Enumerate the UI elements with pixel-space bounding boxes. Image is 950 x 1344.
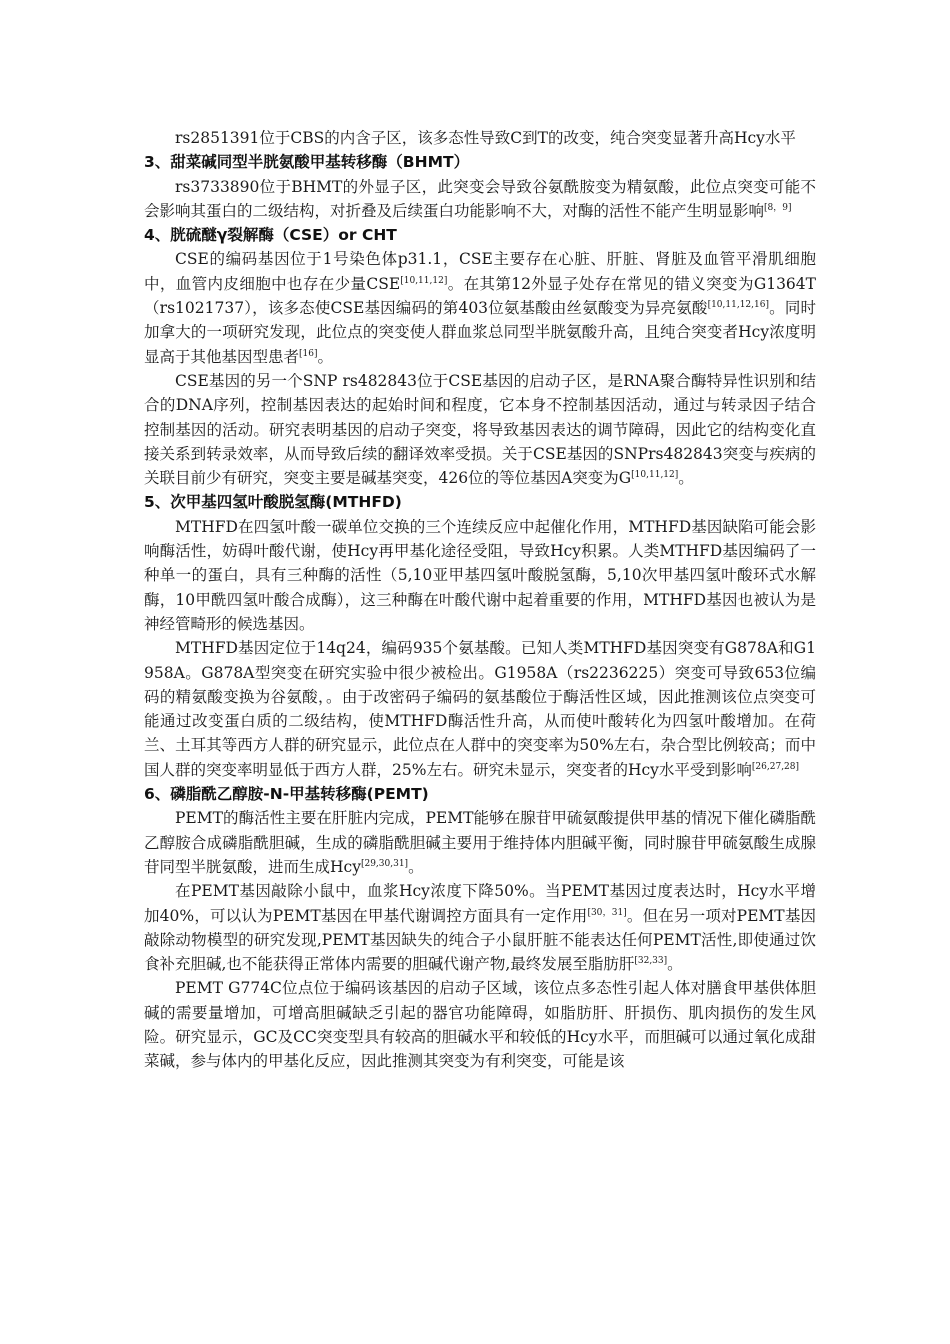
citation: [10,11,12] bbox=[631, 470, 679, 481]
pemt-p1-text: PEMT的酶活性主要在肝脏内完成，PEMT能够在腺苷甲硫氨酸提供甲基的情况下催化磷脂酰乙醇胺合成磷脂酰胆碱，生成的磷脂酰胆碱主要用于维持体内胆碱平衡，同时腺苷甲硫氨酸生成腺苷同型半胱氨酸，进而生成Hcy bbox=[144, 809, 816, 876]
pemt-p2-text-c: 。 bbox=[667, 955, 683, 974]
bhmt-paragraph bbox=[144, 175, 816, 224]
citation: [30，31] bbox=[587, 907, 627, 918]
pemt-paragraph-1 bbox=[144, 806, 816, 879]
citation: [29,30,31] bbox=[360, 858, 409, 869]
section-heading-mthfd: 5、次甲基四氢叶酸脱氢酶(MTHFD) bbox=[144, 493, 402, 512]
citation: [10,11,12] bbox=[400, 275, 448, 286]
citation: [10,11,12,16] bbox=[707, 300, 769, 311]
pemt-paragraph-3: PEMT G774C位点位于编码该基因的启动子区域，该位点多态性引起人体对膳食甲基供体胆碱的需要量增加，可增高胆碱缺乏引起的器官功能障碍，如脂肪肝、肝损伤、肌肉损伤的发生风险。研究显示，GC及CC突变型具有较高的胆碱水平和较低的Hcy水平，而胆碱可以通过氧化成甜菜碱，参与体内的甲基化反应，因此推测其突变为有利突变，可能是该 bbox=[144, 979, 816, 1071]
cbs-paragraph: rs2851391位于CBS的内含子区，该多态性导致C到T的改变，纯合突变显著升高Hcy水平 bbox=[175, 129, 796, 147]
cse-p1-text-c: 。同时加拿大的一项研究发现，此位点的突变使人群血浆总同型半胱氨酸升高，且纯合突变者Hcy浓度明显高于其他基因型患者 bbox=[144, 299, 816, 366]
citation: [32,33] bbox=[634, 956, 668, 967]
section-heading-pemt: 6、磷脂酰乙醇胺-N-甲基转移酶(PEMT) bbox=[144, 785, 429, 804]
document-page bbox=[144, 126, 816, 1074]
cse-p1-text-d: 。 bbox=[317, 347, 334, 366]
pemt-p2-text-b: 。但在另一项对PEMT基因敲除动物模型的研究发现,PEMT基因缺失的纯合子小鼠肝脏不能表达任何PEMT活性,即使通过饮食补充胆碱,也不能获得正常体内需要的胆碱代谢产物,最终发展至脂肪肝 bbox=[144, 906, 816, 974]
pemt-p2-text-a: 在PEMT基因敲除小鼠中，血浆Hcy浓度下降50%。当PEMT基因过度表达时，Hcy水平增加40%，可以认为PEMT基因在甲基代谢调控方面具有一定作用 bbox=[144, 882, 816, 925]
citation: [26,27,28] bbox=[751, 761, 800, 772]
cse-p1-text-b: 。在其第12外显子处存在常见的错义突变为G1364T（rs1021737），该多态使CSE基因编码的第403位氨基酸由丝氨酸变为异亮氨酸 bbox=[144, 274, 816, 318]
pemt-p1-end: 。 bbox=[408, 857, 424, 876]
cse-p1-text-a: CSE的编码基因位于1号染色体p31.1，CSE主要存在心脏、肝脏、肾脏及血管平滑肌细胞中，血管内皮细胞中也存在少量CSE bbox=[144, 250, 816, 293]
section-heading-cse: 4、胱硫醚γ裂解酶（CSE）or CHT bbox=[144, 226, 397, 245]
citation: [16] bbox=[299, 348, 318, 359]
cse-p2-text-b: 。 bbox=[678, 469, 694, 488]
mthfd-p2-text: MTHFD基因定位于14q24，编码935个氨基酸。已知人类MTHFD基因突变有G878A和G1958A。G878A型突变在研究实验中很少被检出。G1958A（rs2236225）突变可导致653位编码的精氨酸变换为谷氨酸，。由于改密码子编码的氨基酸位于酶活性区域，因此推测该位点突变可能通过改变蛋白质的二级结构，使MTHFD酶活性升高，从而使叶酸转化为四氢叶酸增加。在荷兰、土耳其等西方人群的研究显示，此位点在人群中的突变率为50%左右，杂合型比例较高；而中国人群的突变率明显低于西方人群，25%左右。研究未显示，突变者的Hcy水平受到影响 bbox=[144, 639, 816, 779]
cse-paragraph-2 bbox=[144, 369, 816, 490]
citation: [8，9] bbox=[764, 202, 792, 213]
cse-p2-text-a: CSE基因的另一个SNP rs482843位于CSE基因的启动子区，是RNA聚合酶特异性识别和结合的DNA序列，控制基因表达的起始时间和程度，它本身不控制基因活动，通过与转录因子结合控制基因的活动。研究表明基因的启动子突变，将导致基因表达的调节障碍，因此它的结构变化直接关系到转录效率，从而导致后续的翻译效率受损。关于CSE基因的SNPrs482843突变与疾病的关联目前少有研究，突变主要是碱基突变，426位的等位基因A突变为G bbox=[144, 371, 816, 488]
section-heading-bhmt: 3、甜菜碱同型半胱氨酸甲基转移酶（BHMT） bbox=[144, 153, 470, 172]
mthfd-paragraph-2 bbox=[144, 636, 816, 782]
mthfd-paragraph-1: MTHFD在四氢叶酸一碳单位交换的三个连续反应中起催化作用，MTHFD基因缺陷可能会影响酶活性，妨碍叶酸代谢，使Hcy再甲基化途径受阻，导致Hcy积累。人类MTHFD基因编码了一种单一的蛋白，具有三种酶的活性（5,10亚甲基四氢叶酸脱氢酶，5,10次甲基四氢叶酸环式水解酶，10甲酰四氢叶酸合成酶），这三种酶在叶酸代谢中起着重要的作用，MTHFD基因也被认为是神经管畸形的候选基因。 bbox=[144, 517, 816, 633]
cse-paragraph-1 bbox=[144, 247, 816, 368]
bhmt-paragraph-text: rs3733890位于BHMT的外显子区，此突变会导致谷氨酰胺变为精氨酸，此位点突变可能不会影响其蛋白的二级结构，对折叠及后续蛋白功能影响不大，对酶的活性不能产生明显影响 bbox=[144, 177, 816, 220]
pemt-paragraph-2 bbox=[144, 879, 816, 976]
